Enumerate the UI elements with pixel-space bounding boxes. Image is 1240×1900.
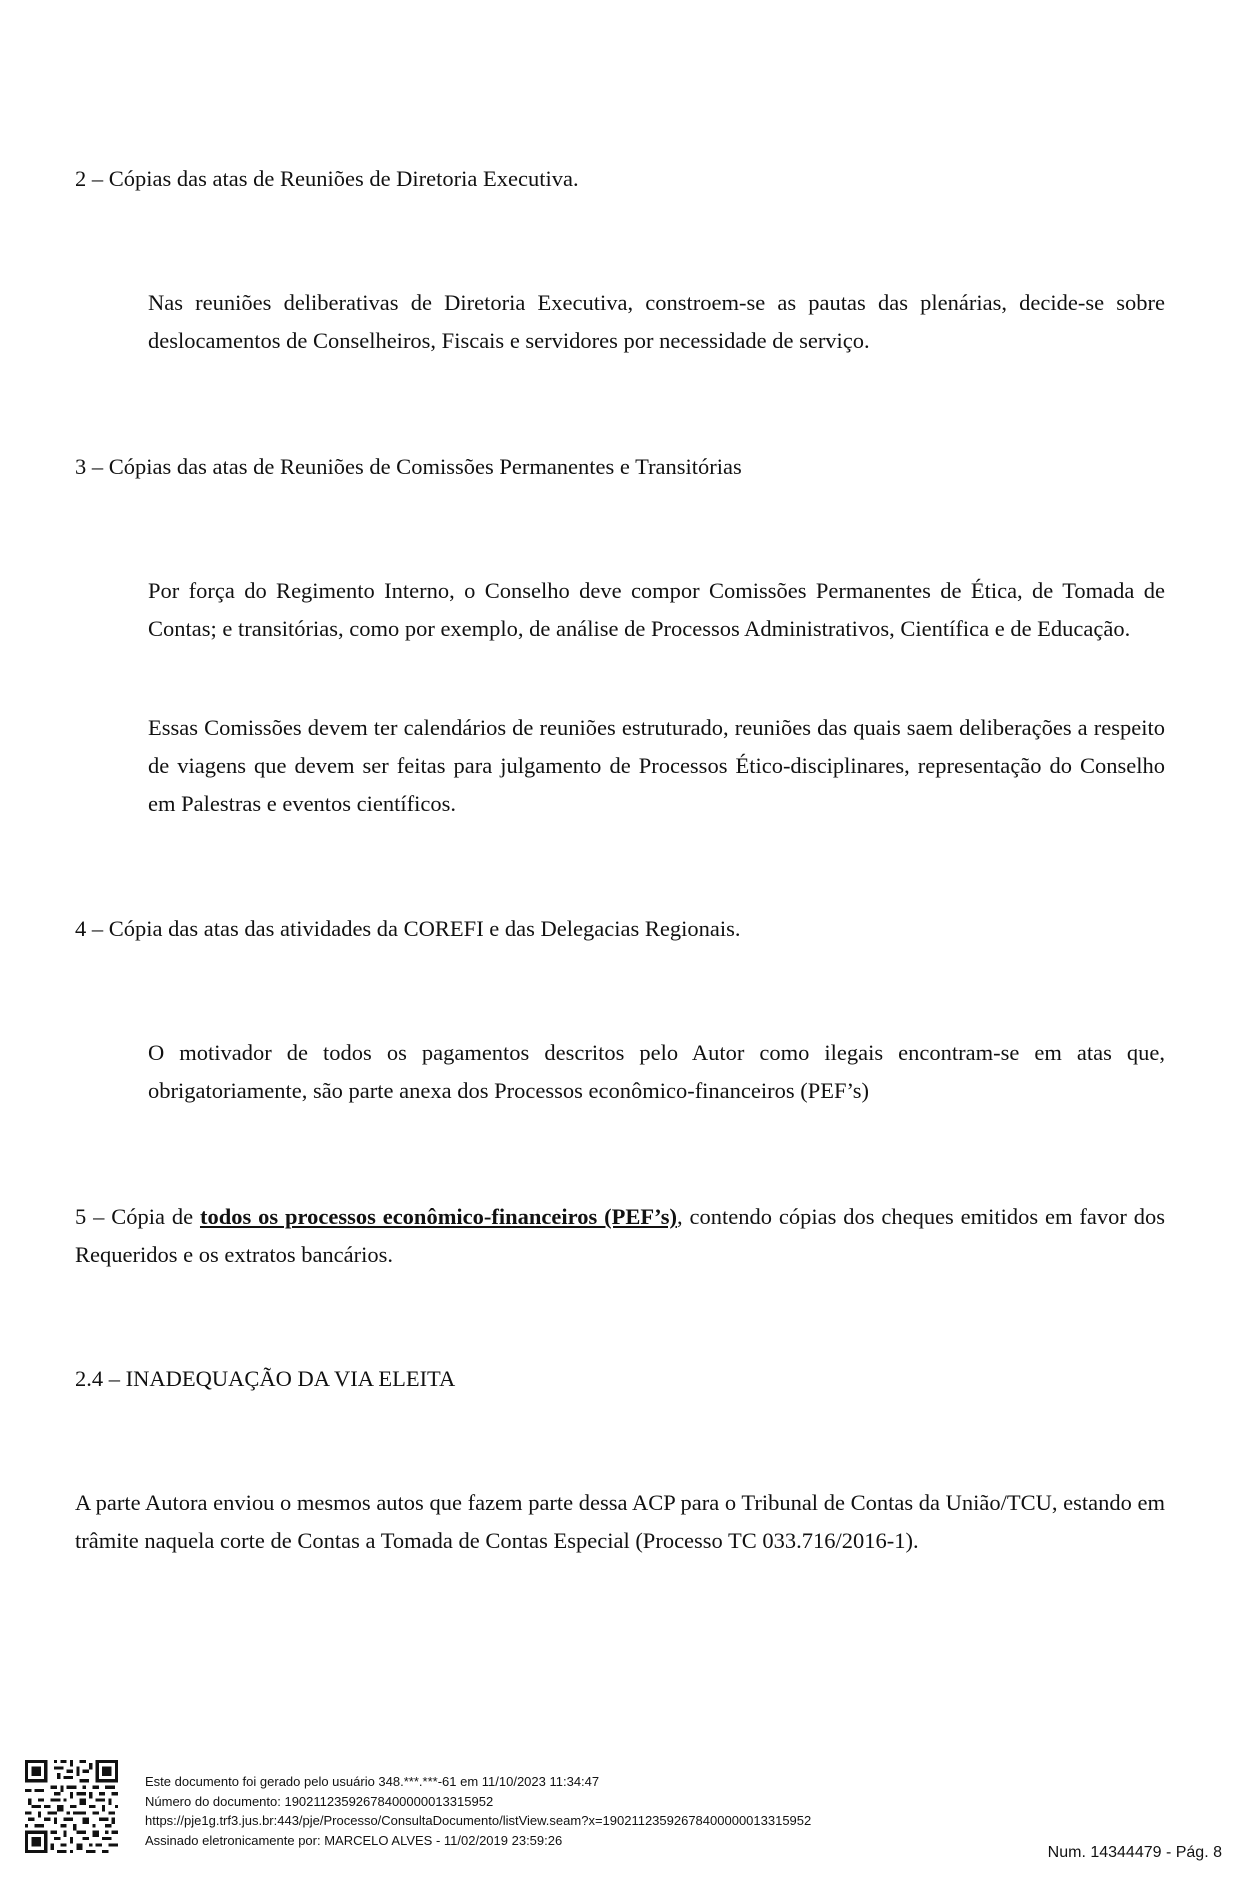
item-3-body-1: Por força do Regimento Interno, o Conselho deve compor Comissões Permanentes de Ética, de Tomada de Contas; e transitórias, como por exemplo, de análise de Processos Administrativos, Científica e de Educação.: [148, 578, 1165, 641]
item-5-suffix: , contendo cópias dos cheques emitidos em favor dos Requeridos e os extratos bancários.: [75, 1204, 1166, 1267]
footer-generated-line: Este documento foi gerado pelo usuário 348.***.***-61 em 11/10/2023 11:34:47: [145, 1774, 600, 1789]
section-body: A parte Autora enviou o mesmos autos que fazem parte dessa ACP para o Tribunal de Contas da União/TCU, estando em trâmite naquela corte de Contas a Tomada de Contas Especial (Processo TC 033.716/2016-1).: [75, 1490, 1165, 1553]
page-number: Num. 14344479 - Pág. 8: [1047, 1844, 1222, 1861]
qr-code-icon: [25, 1760, 118, 1853]
section-heading: 2.4 – INADEQUAÇÃO DA VIA ELEITA: [75, 1366, 456, 1391]
item-4-body: O motivador de todos os pagamentos descritos pelo Autor como ilegais encontram-se em atas que, obrigatoriamente, são parte anexa dos Processos econômico-financeiros (PEF’s): [148, 1040, 1165, 1103]
signature-footer: [145, 1772, 811, 1850]
footer-document-url: https://pje1g.trf3.jus.br:443/pje/Processo/ConsultaDocumento/listView.seam?x=19021123592678400000013315952: [145, 1813, 812, 1828]
item-5-prefix: 5 – Cópia de: [75, 1204, 200, 1229]
item-3-heading: 3 – Cópias das atas de Reuniões de Comissões Permanentes e Transitórias: [75, 454, 742, 479]
footer-signed-by: Assinado eletronicamente por: MARCELO ALVES - 11/02/2019 23:59:26: [145, 1832, 563, 1848]
footer-document-number: Número do documento: 19021123592678400000013315952: [145, 1793, 494, 1809]
item-5-emphasis: todos os processos econômico-financeiros (PEF’s): [199, 1204, 678, 1229]
item-2-body: Nas reuniões deliberativas de Diretoria Executiva, constroem-se as pautas das plenárias, decide-se sobre deslocamentos de Conselheiros, Fiscais e servidores por necessidade de serviço.: [148, 290, 1165, 353]
item-2-heading: 2 – Cópias das atas de Reuniões de Diretoria Executiva.: [75, 166, 579, 191]
item-3-body-2: Essas Comissões devem ter calendários de reuniões estruturado, reuniões das quais saem deliberações a respeito de viagens que devem ser feitas para julgamento de Processos Ético-disciplinares, representação do Conselho em Palestras e eventos científicos.: [148, 715, 1165, 816]
item-4-heading: 4 – Cópia das atas das atividades da COREFI e das Delegacias Regionais.: [75, 916, 741, 941]
item-5-paragraph: [75, 1198, 1165, 1274]
